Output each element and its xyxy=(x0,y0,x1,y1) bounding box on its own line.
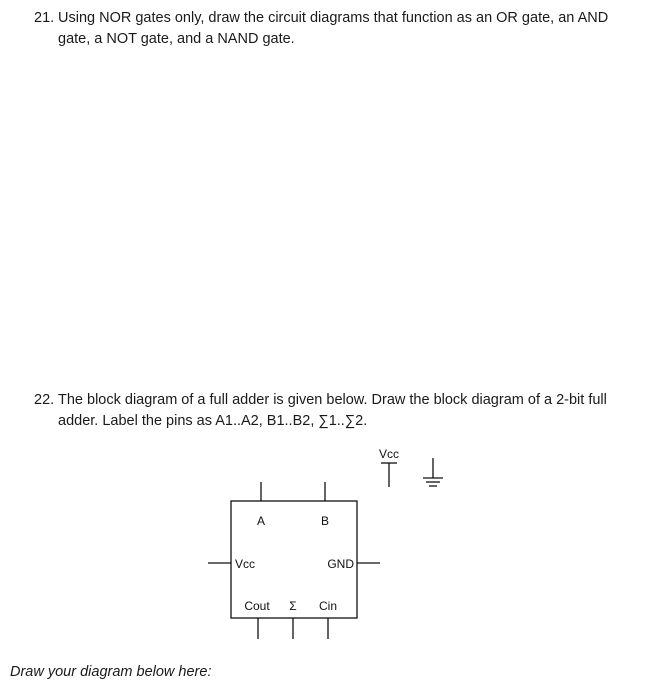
question-number: 22. xyxy=(34,392,55,408)
pin-cout-label: Cout xyxy=(244,599,270,613)
pin-b-label: B xyxy=(320,514,330,528)
question-text-line1: Using NOR gates only, draw the circuit diagrams that function as an OR gate, an AND xyxy=(58,10,609,26)
question-number: 21. xyxy=(34,10,55,26)
pin-sum-label: Σ xyxy=(289,599,297,613)
question-text-line2: adder. Label the pins as A1..A2, B1..B2, ∑1..∑2. xyxy=(58,413,368,429)
draw-prompt: Draw your diagram below here: xyxy=(10,664,212,680)
ground-icon xyxy=(423,458,443,486)
pin-a-label: A xyxy=(256,514,266,528)
vcc-symbol-label: Vcc xyxy=(378,447,400,461)
question-text-line1: The block diagram of a full adder is given below. Draw the block diagram of a 2-bit full xyxy=(58,392,607,408)
pin-vcc-label: Vcc xyxy=(235,557,256,571)
pin-cin-label: Cin xyxy=(318,599,338,613)
question-text-line2: gate, a NOT gate, and a NAND gate. xyxy=(58,31,295,47)
pin-gnd-label: GND xyxy=(327,557,354,571)
